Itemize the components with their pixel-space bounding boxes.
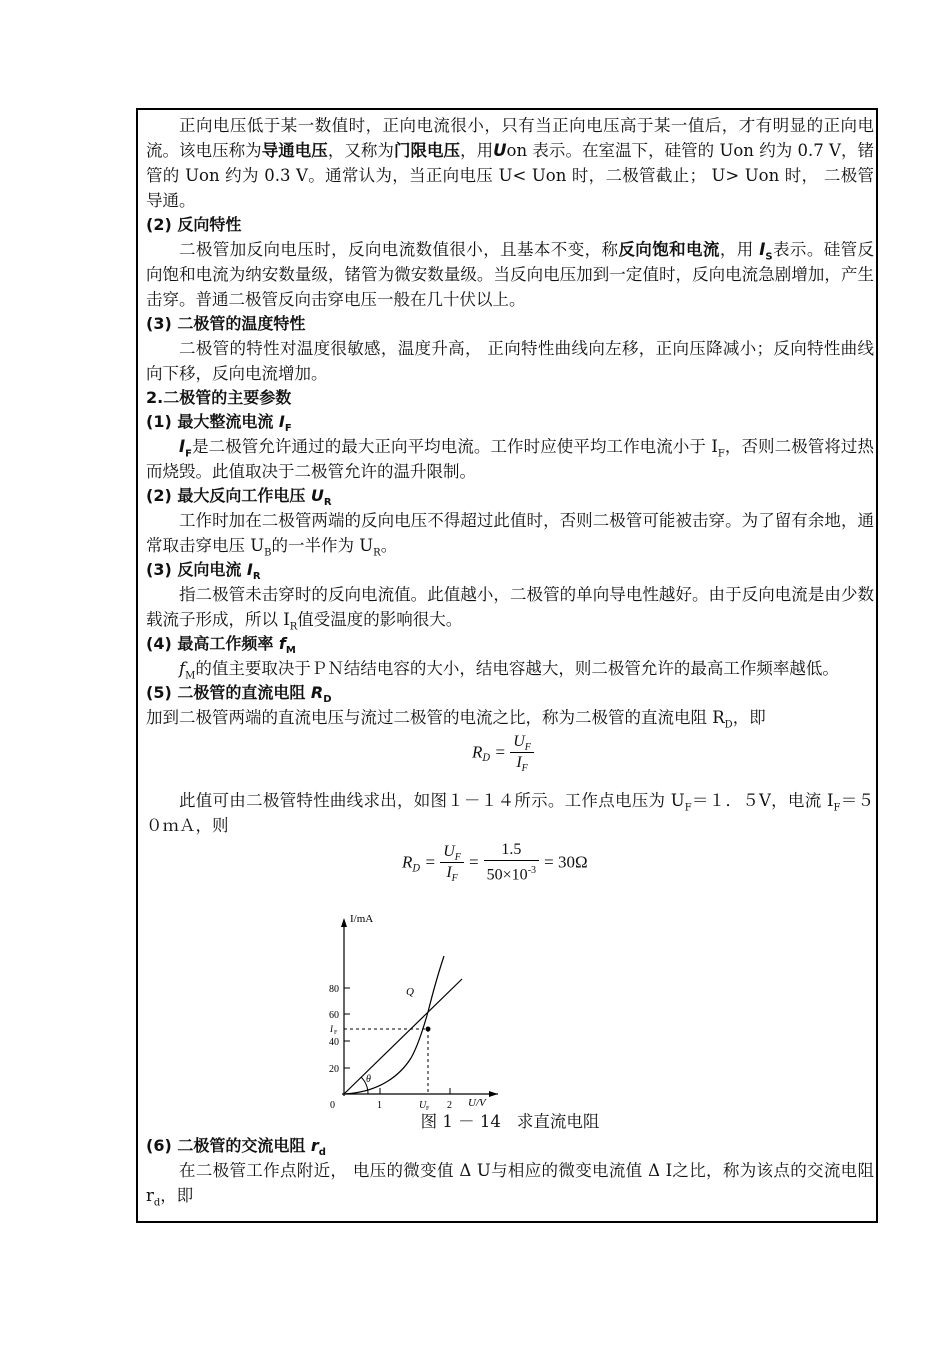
max-rectified-current-paragraph: [146, 434, 874, 484]
text: ，否则二极管将过热而烧毁。此值取决于二极管允许的温升限制。: [146, 437, 875, 481]
content-box: [136, 108, 878, 1223]
symbol-is: I: [759, 240, 766, 259]
subscript: d: [318, 1147, 326, 1159]
symbol: r: [310, 1136, 319, 1155]
uf-subscript: F: [426, 1106, 430, 1112]
equals-sign: =: [425, 852, 436, 872]
subscript: D: [724, 719, 733, 731]
symbol: f: [278, 634, 286, 653]
text: 。: [380, 536, 398, 555]
text: ＝１．５V，电流 I: [691, 791, 834, 810]
text: 表示。硅管反向饱和电流为纳安数量级，锗管为微安数量级。当反向电压加到一定值时，反向电流急剧增加，产生击穿。普通二极管反向击穿电压一般在几十伏以上。: [146, 240, 875, 309]
origin-label: 0: [330, 1100, 335, 1111]
uf-label: U: [419, 1100, 427, 1111]
reverse-current-paragraph: [146, 582, 874, 632]
document-body: [146, 113, 874, 1208]
dc-load-line: [344, 979, 462, 1094]
x-tick-label: 2: [447, 1100, 452, 1111]
text: 工作时加在二极管两端的反向电压不得超过此值时，否则二极管可能被击穿。为了留有余地，通常取击穿电压 U: [146, 511, 874, 555]
diode-curve: [344, 956, 444, 1094]
y-axis-arrow: [341, 918, 347, 927]
value: 50×10: [486, 866, 528, 884]
text: 是二极管允许通过的最大正向平均电流。工作时应使平均工作电流小于 I: [191, 437, 718, 456]
numerator: [440, 842, 464, 863]
subscript: D: [412, 863, 421, 875]
symbol: I: [278, 412, 285, 431]
text: 二极管加反向电压时，反向电流数值很小，且基本不变，称: [179, 240, 619, 259]
heading-max-reverse-voltage: [146, 484, 874, 508]
fraction-numeric: [484, 840, 539, 885]
symbol-u: U: [493, 141, 507, 160]
text: 正向电压低于某一数值时，正向电流很小，只有当正向电压高于某一值后，才有明显的正向电流。该电压称为: [146, 116, 874, 160]
q-point: [426, 1027, 431, 1032]
equals-sign: =: [495, 742, 506, 762]
term-turn-on-voltage: 导通电压: [261, 141, 328, 160]
iv-curve-graph: [146, 896, 874, 1112]
equals-sign: =: [468, 852, 479, 872]
y-tick-label: 60: [329, 1010, 339, 1021]
formula-rd-body: [472, 732, 534, 773]
subscript: F: [521, 763, 528, 775]
symbol: I: [446, 864, 452, 882]
symbol: f: [179, 659, 186, 678]
formula-rd: [146, 730, 874, 788]
formula-rd-calc: [146, 838, 874, 896]
subscript: D: [482, 753, 491, 765]
text: ＝５０ｍＡ，则: [146, 791, 874, 835]
max-frequency-paragraph: [146, 656, 874, 681]
theta-label: θ: [366, 1074, 371, 1085]
x-tick-label: 1: [377, 1100, 382, 1111]
figure-caption: [146, 1110, 874, 1134]
text: 的值主要取决于ＰＮ结结电容的大小，结电容越大，则二极管允许的最高工作频率越低。: [195, 659, 839, 678]
operating-point-paragraph: [146, 788, 874, 838]
text: on 表示。在室温下，硅管的 Uon 约为 0.7 V，锗管的 Uon 约为 0.3 V。通常认为，当正向电压 U< Uon 时，二极管截止； U> Uon 时， 二极管导通。: [146, 141, 875, 210]
subscript: F: [284, 423, 292, 435]
if-subscript: F: [334, 1030, 338, 1036]
subscript: F: [185, 448, 192, 460]
fraction: [510, 732, 534, 773]
text: 加到二极管两端的直流电压与流过二极管的电流之比，称为二极管的直流电阻 R: [146, 708, 725, 727]
subscript: R: [252, 571, 261, 583]
symbol: U: [513, 733, 525, 750]
subscript: F: [717, 448, 725, 460]
heading-ac-resistance: [146, 1134, 874, 1158]
term-threshold-voltage: 门限电压: [393, 141, 461, 160]
symbol: R: [310, 683, 324, 702]
symbol: I: [179, 437, 186, 456]
formula-rd-calc-body: [402, 840, 588, 885]
max-reverse-voltage-paragraph: [146, 508, 874, 558]
subscript: R: [373, 547, 381, 559]
if-label: I: [330, 1024, 333, 1034]
subscript: d: [153, 1197, 161, 1209]
subscript: F: [451, 873, 458, 885]
subscript: D: [323, 694, 332, 706]
figure-iv-curve: [146, 896, 874, 1112]
text: ，又称为: [327, 141, 394, 160]
text: 的一半作为 U: [271, 536, 374, 555]
heading-max-frequency: [146, 632, 874, 656]
text: (4) 最高工作频率: [146, 634, 279, 653]
text: 此值可由二极管特性曲线求出，如图１－１４所示。工作点电压为 U: [179, 791, 685, 810]
x-axis-arrow: [489, 1091, 498, 1097]
q-label: Q: [406, 986, 414, 998]
exponent: -3: [527, 865, 537, 876]
symbol: U: [443, 843, 455, 861]
heading-reverse-characteristic: (2) 反向特性: [146, 215, 242, 234]
formula-symbol: R: [402, 852, 413, 872]
text: ，用: [460, 141, 494, 160]
text: (5) 二极管的直流电阻: [146, 683, 311, 702]
subscript: M: [285, 645, 296, 657]
subscript: S: [765, 251, 773, 263]
text: (2) 最大反向工作电压: [146, 486, 311, 505]
text: ，用: [719, 240, 754, 259]
heading-reverse-current: [146, 558, 874, 582]
heading-dc-resistance: [146, 681, 874, 705]
x-axis-label: U/V: [468, 1097, 486, 1109]
subscript: M: [185, 670, 196, 682]
symbol: U: [310, 486, 324, 505]
subscript: F: [684, 802, 692, 814]
y-tick-label: 20: [329, 1064, 339, 1075]
subscript: R: [289, 621, 298, 633]
numerator: 1.5: [484, 840, 539, 861]
subscript: B: [264, 547, 272, 559]
text: (3) 反向电流: [146, 560, 247, 579]
heading-main-parameters: 2.二极管的主要参数: [146, 388, 292, 407]
symbol: I: [246, 560, 253, 579]
denominator: [510, 753, 534, 773]
denominator: [484, 861, 539, 885]
symbol: I: [516, 754, 522, 771]
forward-voltage-paragraph: [146, 113, 874, 213]
y-axis-label: I/mA: [350, 913, 374, 925]
text: 值受温度的影响很大。: [297, 610, 463, 629]
subscript: R: [323, 497, 332, 509]
subscript: F: [833, 802, 841, 814]
fraction: [440, 842, 464, 883]
y-tick-label: 80: [329, 984, 339, 995]
text: 在二极管工作点附近， 电压的微变值 Δ U与相应的微变电流值 Δ I之比，称为该点的交流电阻 r: [146, 1161, 874, 1205]
figure-number: 图 1 － 14: [420, 1112, 501, 1131]
text: ，即: [732, 708, 766, 727]
temperature-paragraph: 二极管的特性对温度很敏感，温度升高， 正向特性曲线向左移，正向压降减小；反向特性曲线向下移，反向电流增加。: [146, 339, 874, 383]
subscript: F: [524, 742, 531, 754]
dc-resistance-paragraph: [146, 705, 874, 730]
formula-symbol: R: [472, 742, 483, 762]
figure-title: 求直流电阻: [516, 1112, 600, 1131]
reverse-paragraph: [146, 237, 874, 312]
heading-temperature: (3) 二极管的温度特性: [146, 314, 306, 333]
y-tick-label: 40: [329, 1037, 339, 1048]
text: (1) 最大整流电流: [146, 412, 279, 431]
text: (6) 二极管的交流电阻: [146, 1136, 311, 1155]
term-reverse-saturation-current: 反向饱和电流: [618, 240, 720, 259]
result: = 30Ω: [544, 852, 588, 872]
heading-max-rectified-current: [146, 410, 874, 434]
ac-resistance-paragraph: [146, 1158, 874, 1208]
denominator: [440, 863, 464, 883]
numerator: [510, 732, 534, 753]
subscript: F: [454, 852, 461, 864]
text: 指二极管未击穿时的反向电流值。此值越小，二极管的单向导电性越好。由于反向电流是由少数载流子形成，所以 I: [146, 585, 874, 629]
text: ，即: [160, 1186, 194, 1205]
